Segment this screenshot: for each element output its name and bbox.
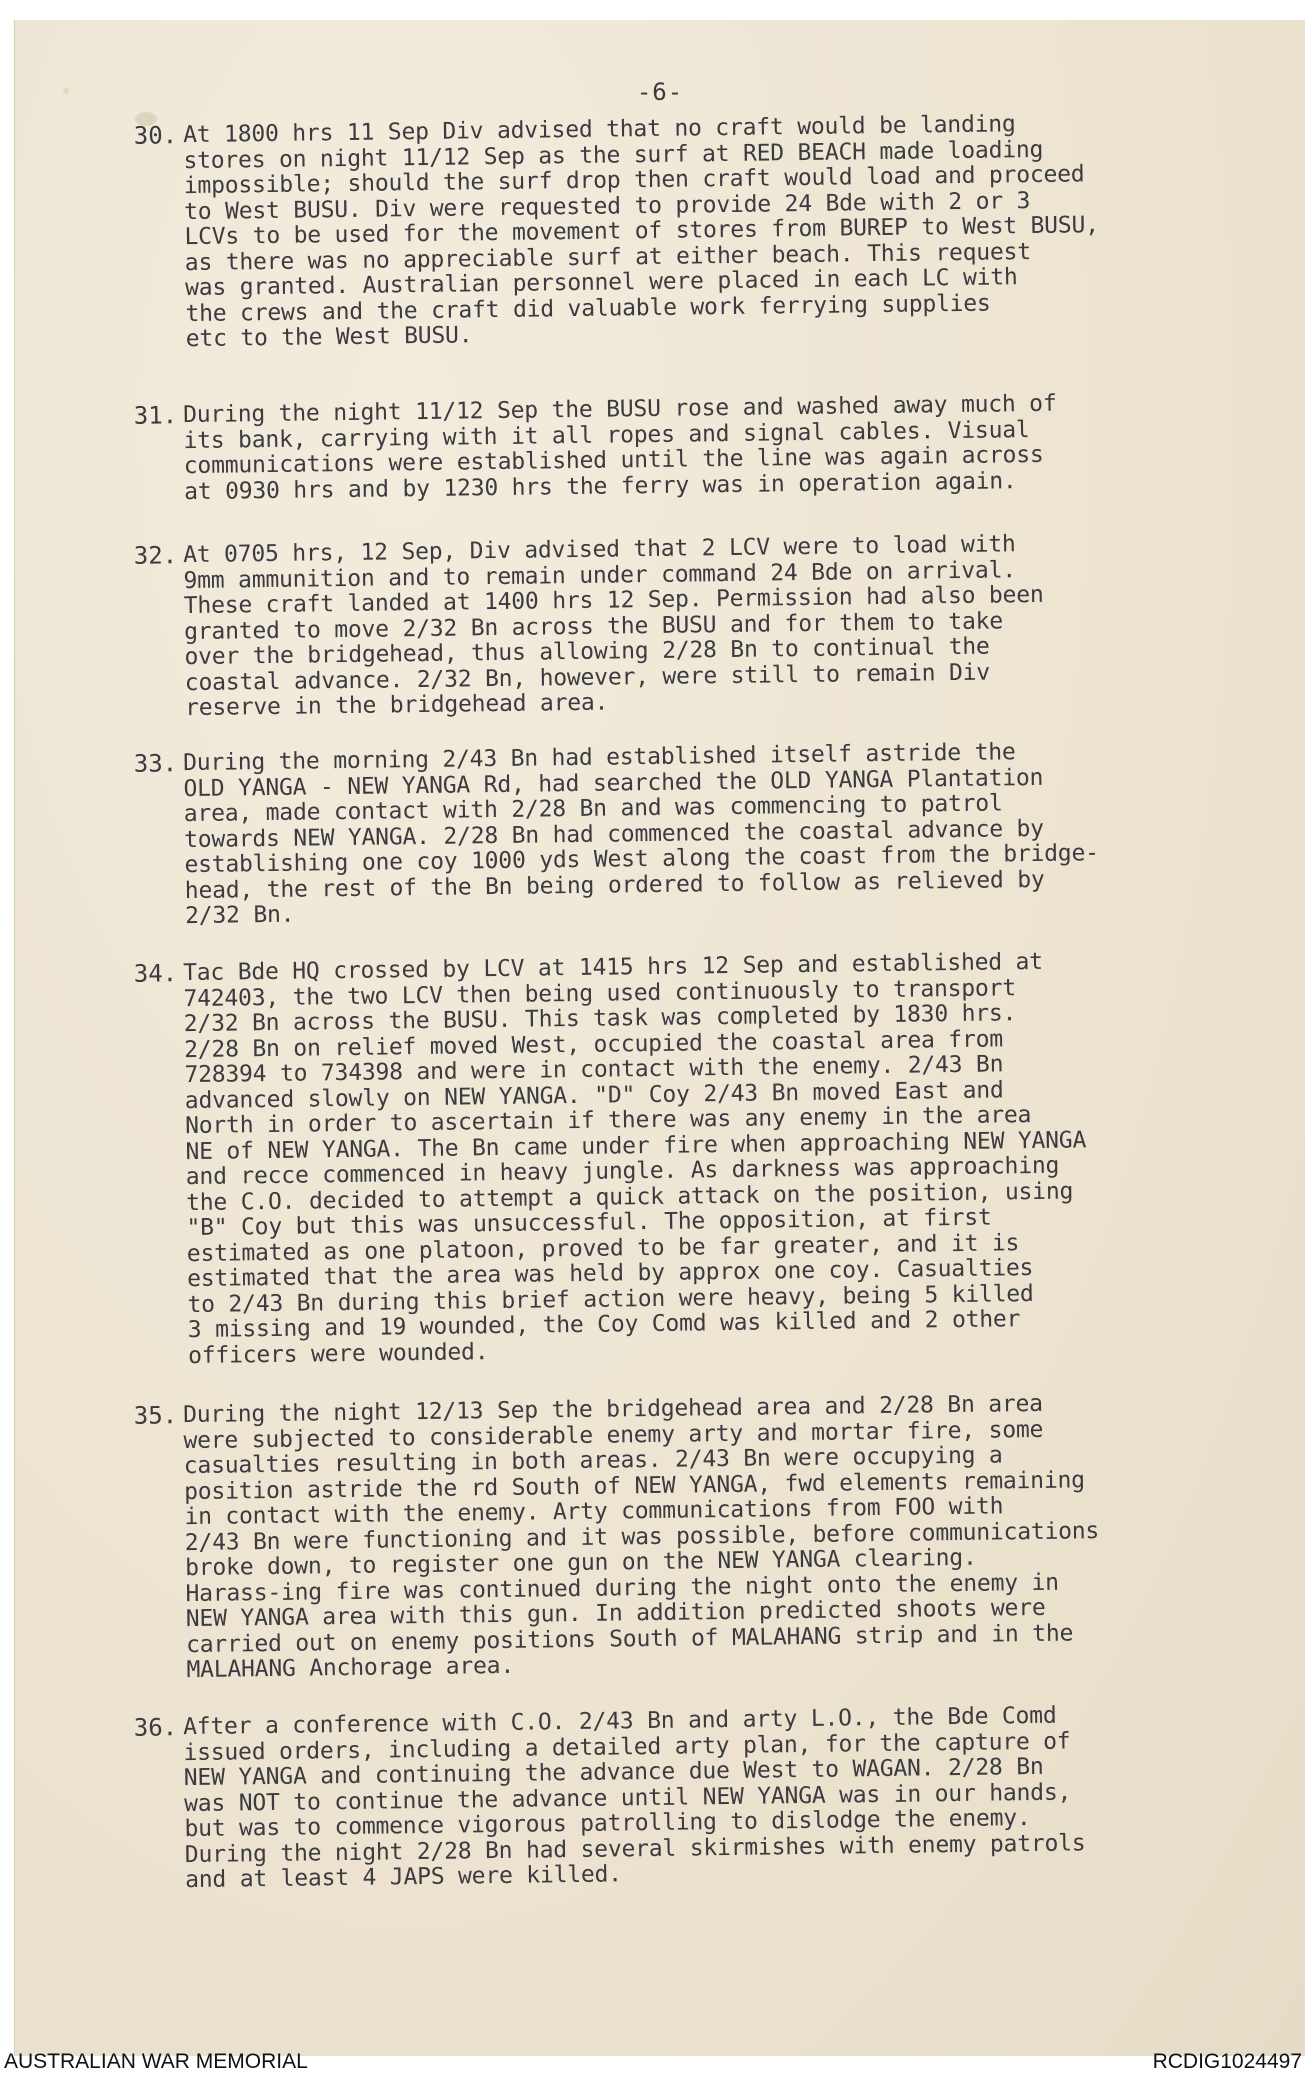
paragraph-34 xyxy=(115,947,1250,1370)
paragraph-number: 32. xyxy=(133,541,178,570)
paragraph-text: During the morning 2/43 Bn had established itself astride the OLD YANGA - NEW YANGA Rd, had searched the OLD YANGA Plantation area, made contact with 2/28 Bn and was commencing to patrol towards NEW YANGA. 2/28 Bn had commenced the coastal advance by establishing one coy 1000 yds West along the coast from the bridge- head, the rest of the Bn being ordered to follow as relieved by 2/32 Bn. xyxy=(182,739,1099,930)
paragraph-number: 35. xyxy=(133,1401,178,1430)
paragraph-30 xyxy=(115,109,1248,353)
paragraph-35 xyxy=(115,1389,1249,1684)
paragraph-text: At 1800 hrs 11 Sep Div advised that no craft would be landing stores on night 11/12 Sep as the surf at RED BEACH made loading impossible; should the surf drop then craft would load and proceed to West BUSU. Div were requested to provide 24 Bde with 2 or 3 LCVs to be used for the movement of stores from BUREP to West BUSU, as there was no appreciable surf at either beach. This request was granted. Australian personnel were placed in each LC with the crews and the craft did valuable work ferrying supplies etc to the West BUSU. xyxy=(182,111,1099,353)
footer-source: AUSTRALIAN WAR MEMORIAL xyxy=(4,2050,308,2073)
paragraph-number: 33. xyxy=(133,749,178,778)
footer-id: RCDIG1024497 xyxy=(1152,2050,1302,2073)
paragraph-text: After a conference with C.O. 2/43 Bn and arty L.O., the Bde Comd issued orders, including a detailed arty plan, for the capture of NEW YANGA and continuing the advance due West to WAGAN. 2/28 Bn was NOT to continue the advance until NEW YANGA was in our hands, but was to commence vigorous patrolling to dislodge the enemy. During the night 2/28 Bn had several skirmishes with enemy patrols and at least 4 JAPS were killed. xyxy=(182,1702,1086,1894)
paragraph-number: 34. xyxy=(133,959,178,988)
paragraph-32 xyxy=(115,529,1247,722)
document-page xyxy=(14,20,1305,2056)
page-number: -6- xyxy=(636,78,684,106)
paragraph-36 xyxy=(115,1701,1247,1894)
paragraph-number: 31. xyxy=(133,401,178,430)
paragraph-number: 36. xyxy=(133,1713,178,1742)
paragraph-number: 30. xyxy=(133,121,178,150)
paragraph-text: Tac Bde HQ crossed by LCV at 1415 hrs 12 Sep and established at 742403, the two LCV then being used continuously to transport 2/32 Bn across the BUSU. This task was completed by 1830 hrs. 2/28 Bn on relief moved West, occupied the coastal area from 728394 to 734398 and were in contact with the enemy. 2/43 Bn advanced slowly on NEW YANGA. "D" Coy 2/43 Bn moved East and North in order to ascertain if there was any enemy in the area NE of NEW YANGA. The Bn came under fire when approaching NEW YANGA and recce commenced in heavy jungle. As darkness was approaching the C.O. decided to attempt a quick attack on the position, using "B" Coy but this was unsuccessful. The opposition, at first estimated as one platoon, proved to be far greater, and it is estimated that the area was held by approx one coy. Casualties to 2/43 Bn during this brief action were heavy, being 5 killed 3 missing and 19 wounded, the Coy Comd was killed and 2 other officers were wounded. xyxy=(182,948,1087,1369)
paragraph-text: During the night 11/12 Sep the BUSU rose and washed away much of its bank, carrying with it all ropes and signal cables. Visual communications were established until the line was again across at 0930 hrs and by 1230 hrs the ferry was in operation again. xyxy=(182,390,1057,505)
paragraph-text: At 0705 hrs, 12 Sep, Div advised that 2 LCV were to load with 9mm ammunition and to remain under command 24 Bde on arrival. These craft landed at 1400 hrs 12 Sep. Permission had also been granted to move 2/32 Bn across the BUSU and for them to take over the bridgehead, thus allowing 2/28 Bn to continual the coastal advance. 2/32 Bn, however, were still to remain Div reserve in the bridgehead area. xyxy=(182,531,1044,722)
paragraph-text: During the night 12/13 Sep the bridgehead area and 2/28 Bn area were subjected to considerable enemy arty and mortar fire, some casualties resulting in both areas. 2/43 Bn were occupying a position astride the rd South of NEW YANGA, fwd elements remaining in contact with the enemy. Arty communications from FOO with 2/43 Bn were functioning and it was possible, before communications broke down, to register one gun on the NEW YANGA clearing. Harass-ing fire was continued during the night onto the enemy in NEW YANGA area with this gun. In addition predicted shoots were carried out on enemy positions South of MALAHANG strip and in the MALAHANG Anchorage area. xyxy=(182,1390,1100,1684)
paragraph-33 xyxy=(115,737,1247,930)
paragraph-31 xyxy=(115,389,1246,506)
